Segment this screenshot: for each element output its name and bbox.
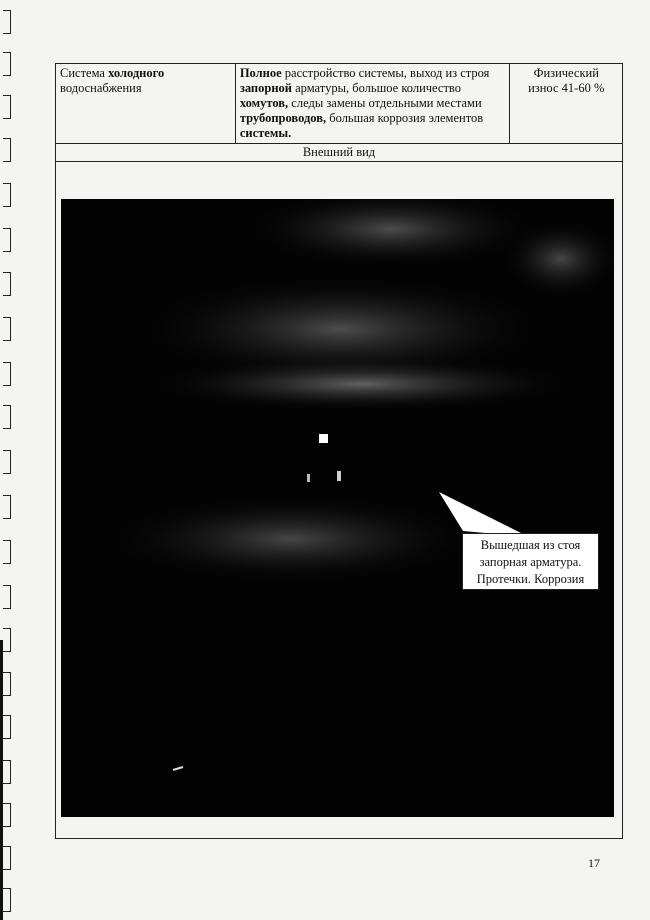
callout-pointer — [61, 199, 614, 817]
binding-mark — [3, 585, 11, 609]
condition-description-cell — [235, 64, 510, 144]
desc-bold: системы. — [239, 126, 292, 140]
binding-mark — [3, 317, 11, 341]
binding-mark — [3, 138, 11, 162]
binding-mark — [3, 405, 11, 429]
binding-mark — [3, 846, 11, 870]
header-row — [56, 64, 623, 144]
binding-mark — [3, 95, 11, 119]
binding-mark — [3, 803, 11, 827]
page-number: 17 — [588, 856, 600, 870]
callout-label — [462, 533, 599, 590]
inspection-photo — [61, 199, 614, 817]
binding-mark — [3, 715, 11, 739]
binding-mark — [3, 888, 11, 912]
desc-bold: Полное — [239, 66, 282, 80]
system-name-prefix: Система — [60, 66, 109, 80]
binding-mark — [3, 228, 11, 252]
caption-row — [56, 144, 623, 162]
wear-value: износ 41-60 % — [528, 81, 605, 95]
desc-bold: хомутов, — [239, 96, 289, 110]
binding-mark — [3, 540, 11, 564]
system-name-cell — [56, 64, 236, 144]
binding-spine — [0, 640, 3, 920]
binding-mark — [3, 450, 11, 474]
callout-line: Вышедшая из стоя — [480, 538, 581, 552]
binding-mark — [3, 628, 11, 652]
desc-bold: трубопроводов, — [239, 111, 327, 125]
desc-text: большая коррозия элементов — [326, 111, 484, 125]
binding-mark — [3, 760, 11, 784]
callout-line: запорная арматура. — [479, 555, 582, 569]
binding-mark — [3, 52, 11, 76]
binding-mark — [3, 10, 11, 34]
desc-text: следы замены отдельными местами — [288, 96, 482, 110]
caption-cell — [56, 144, 623, 162]
desc-bold: запорной — [239, 81, 292, 95]
section-caption: Внешний вид — [302, 145, 376, 159]
system-name-bold: холодного — [108, 66, 165, 80]
header-table — [55, 63, 623, 162]
binding-mark — [3, 495, 11, 519]
binding-mark — [3, 362, 11, 386]
binding-marks — [0, 0, 18, 920]
wear-label: Физический — [533, 66, 599, 80]
desc-text: расстройство системы, выход из строя — [281, 66, 490, 80]
callout-line: Протечки. Коррозия — [476, 572, 585, 586]
wear-cell — [510, 64, 623, 144]
desc-text: арматуры, большое количество — [292, 81, 461, 95]
binding-mark — [3, 272, 11, 296]
binding-mark — [3, 672, 11, 696]
system-name-suffix: водоснабжения — [60, 81, 142, 95]
binding-mark — [3, 183, 11, 207]
